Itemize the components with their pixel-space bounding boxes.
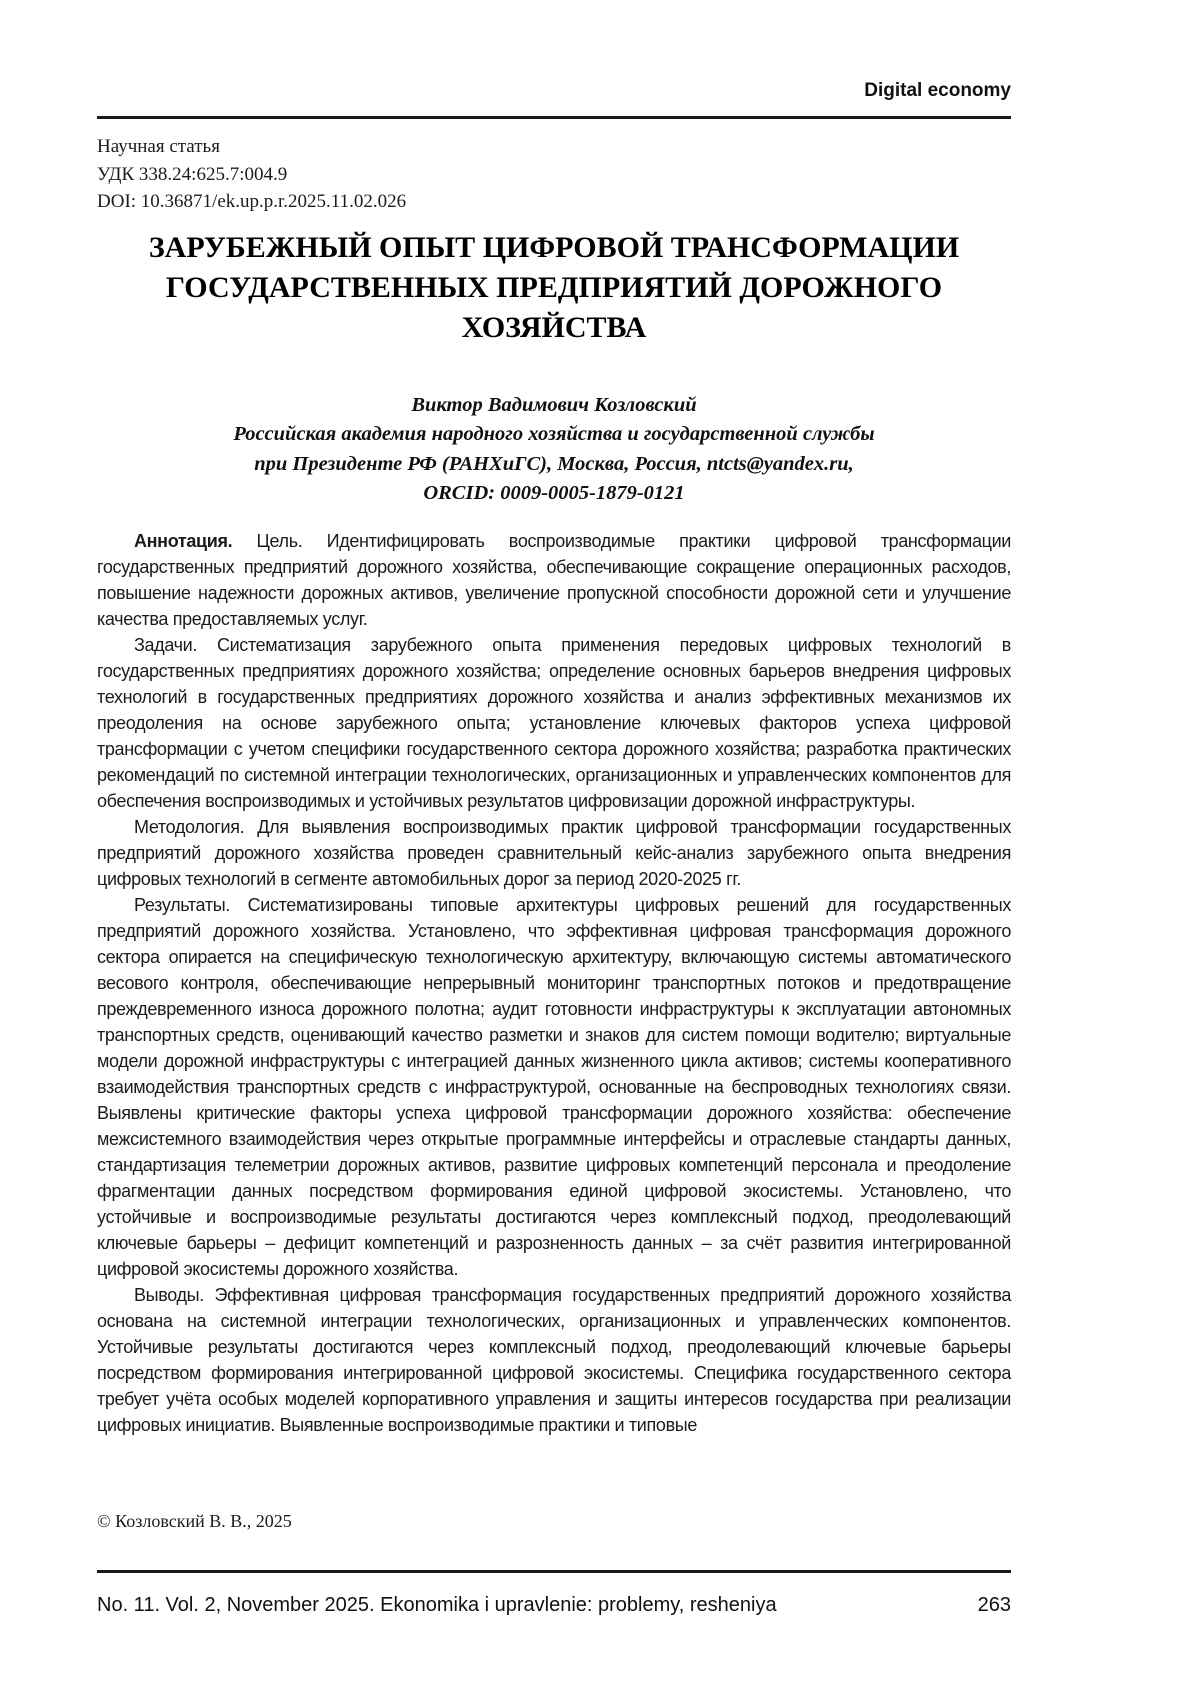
doi: DOI: 10.36871/ek.up.p.r.2025.11.02.026 xyxy=(97,191,407,212)
page-title xyxy=(97,228,1011,348)
journal-issue-line: No. 11. Vol. 2, November 2025. Ekonomika i upravlenie: problemy, resheniya xyxy=(97,1594,777,1616)
article-meta xyxy=(97,133,1011,216)
abstract-results-paragraph: Результаты. Систематизированы типовые архитектуры цифровых решений для государственных предприятий дорожного хозяйства. Установлено, что эффективная цифровая трансформация дорожного сектора опирается на специфическую технологическую архитектуру, включающую системы автоматического весового контроля, обеспечивающие непрерывный мониторинг транспортных потоков и предотвращение преждевременного износа дорожного полотна; аудит готовности инфраструктуры к эксплуатации автономных транспортных средств, оценивающий качество разметки и знаков для систем помощи водителю; виртуальные модели дорожной инфраструктуры с интеграцией данных жизненного цикла активов; системы кооперативного взаимодействия транспортных средств с инфраструктурой, основанные на беспроводных технологиях связи. Выявлены критические факторы успеха цифровой трансформации дорожного хозяйства: обеспечение межсистемного взаимодействия через открытые программные интерфейсы и отраслевые стандарты данных, стандартизация телеметрии дорожных активов, развитие цифровых компетенций персонала и преодоление фрагментации данных посредством формирования единой цифровой экосистемы. Установлено, что устойчивые и воспроизводимые результаты достигаются через комплексный подход, преодолевающий ключевые барьеры – дефицит компетенций и разрозненность данных – за счёт развития интегрированной цифровой экосистемы дорожного хозяйства. xyxy=(97,895,1011,1279)
author-name: Виктор Вадимович Козловский xyxy=(411,394,697,416)
abstract-goal-paragraph xyxy=(97,528,1011,632)
copyright-notice: © Козловский В. В., 2025 xyxy=(97,1511,292,1531)
abstract-goal-text: Цель. Идентифицировать воспроизводимые практики цифровой трансформации государственных предприятий дорожного хозяйства, обеспечивающие сокращение операционных расходов, повышение надежности дорожных активов, увеличение пропускной способности дорожной сети и улучшение качества предоставляемых услуг. xyxy=(97,531,1011,629)
abstract-conclusions-paragraph: Выводы. Эффективная цифровая трансформация государственных предприятий дорожного хозяйства основана на системной интеграции технологических, организационных и управленческих компонентов. Устойчивые результаты достигаются через комплексный подход, преодолевающий ключевые барьеры посредством формирования интегрированной цифровой экосистемы. Специфика государственного сектора требует учёта особых моделей корпоративного управления и защиты интересов государства при реализации цифровых инициатив. Выявленные воспроизводимые практики и типовые xyxy=(97,1285,1011,1435)
footer-rule xyxy=(97,1570,1011,1573)
running-head: Digital economy xyxy=(864,80,1011,101)
abstract xyxy=(97,528,1011,1438)
abstract-label: Аннотация. xyxy=(134,531,233,551)
affiliation-line: Российская академия народного хозяйства и государственной службы xyxy=(233,423,875,446)
abstract-tasks-paragraph: Задачи. Систематизация зарубежного опыта применения передовых цифровых технологий в государственных предприятиях дорожного хозяйства; определение основных барьеров внедрения цифровых технологий в государственных предприятиях дорожного хозяйства и анализ эффективных механизмов их преодоления на основе зарубежного опыта; установление ключевых факторов успеха цифровой трансформации с учетом специфики государственного сектора дорожного хозяйства; разработка практических рекомендаций по системной интеграции технологических, организационных и управленческих компонентов для обеспечения воспроизводимых и устойчивых результатов цифровизации дорожной инфраструктуры. xyxy=(97,635,1011,811)
udc-code: УДК 338.24:625.7:004.9 xyxy=(97,163,288,185)
page-title-text: ЗАРУБЕЖНЫЙ ОПЫТ ЦИФРОВОЙ ТРАНСФОРМАЦИИ ГОСУДАРСТВЕННЫХ ПРЕДПРИЯТИЙ ДОРОЖНОГО ХОЗЯЙСТВА xyxy=(148,231,960,344)
affiliation-line: при Президенте РФ (РАНХиГС), Москва, Россия, ntcts@yandex.ru, xyxy=(254,452,854,475)
orcid-line: ORCID: 0009-0005-1879-0121 xyxy=(423,482,685,505)
journal-footer xyxy=(97,1592,1011,1618)
page-number: 263 xyxy=(977,1594,1011,1616)
author-block xyxy=(97,391,1011,509)
abstract-methodology-paragraph: Методология. Для выявления воспроизводимых практик цифровой трансформации государственных предприятий дорожного хозяйства проведен сравнительный кейс-анализ зарубежного опыта внедрения цифровых технологий в сегменте автомобильных дорог за период 2020-2025 гг. xyxy=(97,817,1011,889)
header-rule xyxy=(97,116,1011,119)
article-type: Научная статья xyxy=(97,136,220,157)
